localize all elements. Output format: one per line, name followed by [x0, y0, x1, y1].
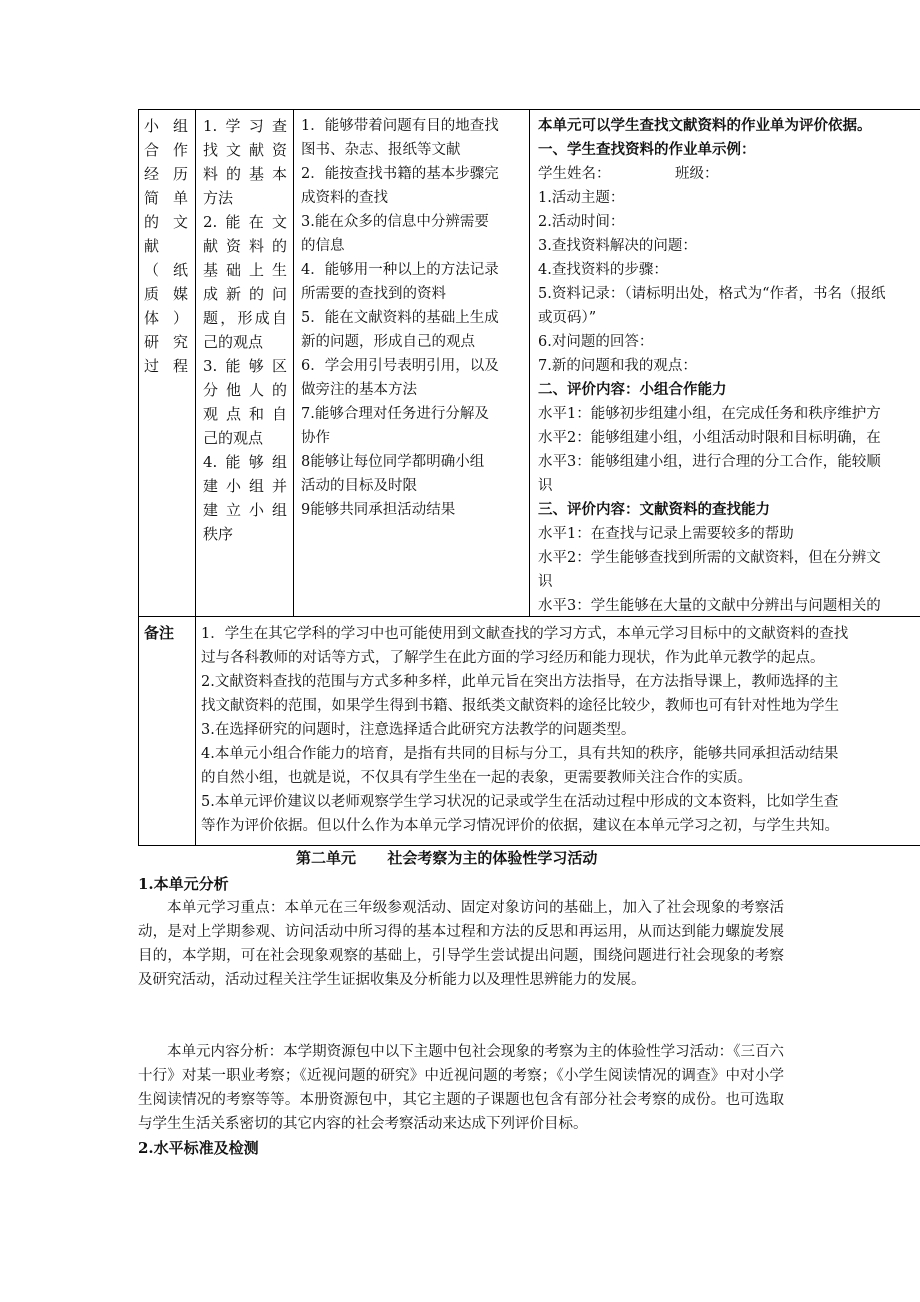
text-line: 3.能在众多的信息中分辨需要: [301, 214, 489, 230]
text-line: 8能够让每位同学都明确小组: [301, 454, 485, 470]
text-line: 4.本单元小组合作能力的培育，是指有共同的目标与分工，具有共知的秩序，能够共同承担活动结果: [201, 746, 839, 762]
text-line: 所需要的查找到的资料: [301, 286, 446, 302]
text-line: 的自然小组，也就是说，不仅具有学生坐在一起的表象，更需要教师关注合作的实质。: [201, 770, 752, 786]
ability-indicators-cell: [301, 114, 526, 522]
text-line: 2.活动时间：: [538, 214, 625, 230]
table-border-left: [138, 109, 139, 846]
text-line: 料的基本: [203, 165, 287, 183]
remark-label: 备注: [144, 624, 175, 642]
table-col-divider-3: [529, 109, 530, 616]
text-line: 三、评价内容：文献资料的查找能力: [538, 501, 770, 518]
text-line: 质媒: [144, 285, 188, 303]
text-line: 简单: [144, 189, 188, 207]
text-line: 3.在选择研究的问题时，注意选择适合此研究方法教学的问题类型。: [201, 722, 636, 738]
text-line: 的信息: [301, 238, 345, 254]
text-line: 己的观点: [203, 333, 264, 351]
text-line: 1.活动主题：: [538, 190, 625, 206]
text-line: 方法: [203, 189, 234, 207]
text-line: 2．能按查找书籍的基本步骤完: [301, 166, 499, 182]
text-line: 经历: [144, 165, 188, 183]
text-line: 水平2：能够组建小组，小组活动时限和目标明确，在: [538, 430, 881, 446]
text-line: 学生姓名： 班级：: [538, 166, 719, 182]
paragraph-learning-focus: 本单元学习重点：本单元在三年级参观活动、固定对象访问的基础上，加入了社会现象的考察活动，是对上学期参观、访问活动中所习得的基本过程和方法的反思和再运用，从而达到能力螺旋发展目的，本学期，可在社会现象观察的基础上，引导学生尝试提出问题，围绕问题进行社会现象的考察及研究活动，活动过程关注学生证据收集及分析能力以及理性思辨能力的发展。: [138, 900, 784, 988]
text-line: 过程: [144, 357, 188, 375]
paragraph-content-analysis: 本单元内容分析：本学期资源包中以下主题中包社会现象的考察为主的体验性学习活动：《三百六十行》对某一职业考察；《近视问题的研究》中近视问题的考察；《小学生阅读情况的调查》中对小学生阅读情况的考察等等。本册资源包中，其它主题的子课题也包含有部分社会考察的成份。也可选取与学生生活关系密切的其它内容的社会考察活动来达成下列评价目标。: [138, 1044, 784, 1132]
text-line: 二、评价内容：小组合作能力: [538, 381, 727, 398]
text-line: 分他人的: [203, 381, 287, 399]
text-line: 研究: [144, 333, 188, 351]
text-line: 4．能够用一种以上的方法记录: [301, 262, 499, 278]
text-line: 过与各科教师的对话等方式，了解学生在此方面的学习经历和能力现状，作为此单元教学的起点。: [201, 650, 825, 666]
text-line: 2.能在文: [203, 213, 287, 231]
heading-standards: 2.水平标准及检测: [138, 1139, 259, 1157]
text-line: 献: [144, 237, 160, 255]
text-line: 等作为评价依据。但以什么作为本单元学习情况评价的依据，建议在本单元学习之初，与学生共知。: [201, 818, 839, 834]
text-line: 7.能够合理对任务进行分解及: [301, 406, 489, 422]
text-line: 新的问题，形成自己的观点: [301, 334, 475, 350]
text-line: 基础上生: [203, 261, 287, 279]
text-line: 活动的目标及时限: [301, 478, 417, 494]
text-line: 成资料的查找: [301, 190, 388, 206]
text-line: （纸: [144, 261, 188, 279]
text-line: 水平1：能够初步组建小组，在完成任务和秩序维护方: [538, 406, 881, 422]
text-line: 本单元可以学生查找文献资料的作业单为评价依据。: [538, 117, 872, 134]
text-line: 找文献资料的范围，如果学生得到书籍、报纸类文献资料的途径比较少，教师也可有针对性地为学生: [201, 698, 839, 714]
table-col-divider-1: [195, 109, 196, 616]
text-line: 5.本单元评价建议以老师观察学生学习状况的记录或学生在活动过程中形成的文本资料，比如学生查: [201, 794, 839, 810]
text-line: 5.资料记录：（请标明出处，格式为“作者，书名（报纸: [538, 286, 886, 302]
remark-body: [201, 622, 920, 838]
text-line: 观点和自: [203, 405, 287, 423]
text-line: 成新的问: [203, 285, 287, 303]
text-line: 6.对问题的回答：: [538, 334, 654, 350]
text-line: 找文献资: [203, 141, 287, 159]
text-line: 小组: [144, 117, 188, 135]
text-line: 3.查找资料解决的问题：: [538, 238, 697, 254]
text-line: 7.新的问题和我的观点：: [538, 358, 697, 374]
text-line: 图书、杂志、报纸等文献: [301, 142, 461, 158]
text-line: 4.查找资料的步骤：: [538, 262, 668, 278]
text-line: 建立小组: [203, 501, 287, 519]
text-line: 5．能在文献资料的基础上生成: [301, 310, 499, 326]
text-line: 水平1：在查找与记录上需要较多的帮助: [538, 526, 794, 542]
text-line: 己的观点: [203, 429, 264, 447]
text-line: 的文: [144, 213, 188, 231]
text-line: 1.学习查: [203, 117, 287, 135]
text-line: 做旁注的基本方法: [301, 382, 417, 398]
text-line: 水平2：学生能够查找到所需的文献资料，但在分辨文: [538, 550, 881, 566]
text-line: 3.能够区: [203, 357, 287, 375]
text-line: 识: [538, 574, 553, 590]
text-line: 1．学生在其它学科的学习中也可能使用到文献查找的学习方式，本单元学习目标中的文献资料的查找: [201, 626, 849, 642]
evaluation-table: [138, 109, 920, 846]
text-line: 秩序: [203, 525, 234, 543]
text-line: 协作: [301, 430, 330, 446]
text-line: 2.文献资料查找的范围与方式多种多样，此单元旨在突出方法指导，在方法指导课上，教师选择的主: [201, 674, 839, 690]
unit-topic-cell: [144, 114, 188, 378]
text-line: 一、学生查找资料的作业单示例：: [538, 141, 756, 158]
section-title: 第二单元 社会考察为主的体验性学习活动: [296, 849, 598, 867]
text-line: 或页码）”: [538, 310, 597, 326]
text-line: 水平3：学生能够在大量的文献中分辨出与问题相关的: [538, 598, 881, 614]
text-line: 建小组并: [203, 477, 287, 495]
text-line: 识: [538, 478, 553, 494]
learning-goals-cell: [203, 114, 287, 546]
table-col-divider-2: [293, 109, 294, 616]
text-line: 题，形成自: [203, 309, 287, 327]
text-line: 献资料的: [203, 237, 287, 255]
heading-unit-analysis: 1.本单元分析: [138, 875, 229, 893]
table-remark-divider: [195, 616, 196, 846]
text-line: 1．能够带着问题有目的地查找: [301, 118, 499, 134]
text-line: 体）: [144, 309, 188, 327]
text-line: 9能够共同承担活动结果: [301, 502, 456, 518]
text-line: 6．学会用引号表明引用，以及: [301, 358, 499, 374]
text-line: 水平3：能够组建小组，进行合理的分工合作，能较顺: [538, 454, 881, 470]
text-line: 合作: [144, 141, 188, 159]
evaluation-basis-cell: [538, 114, 920, 618]
text-line: 4.能够组: [203, 453, 287, 471]
